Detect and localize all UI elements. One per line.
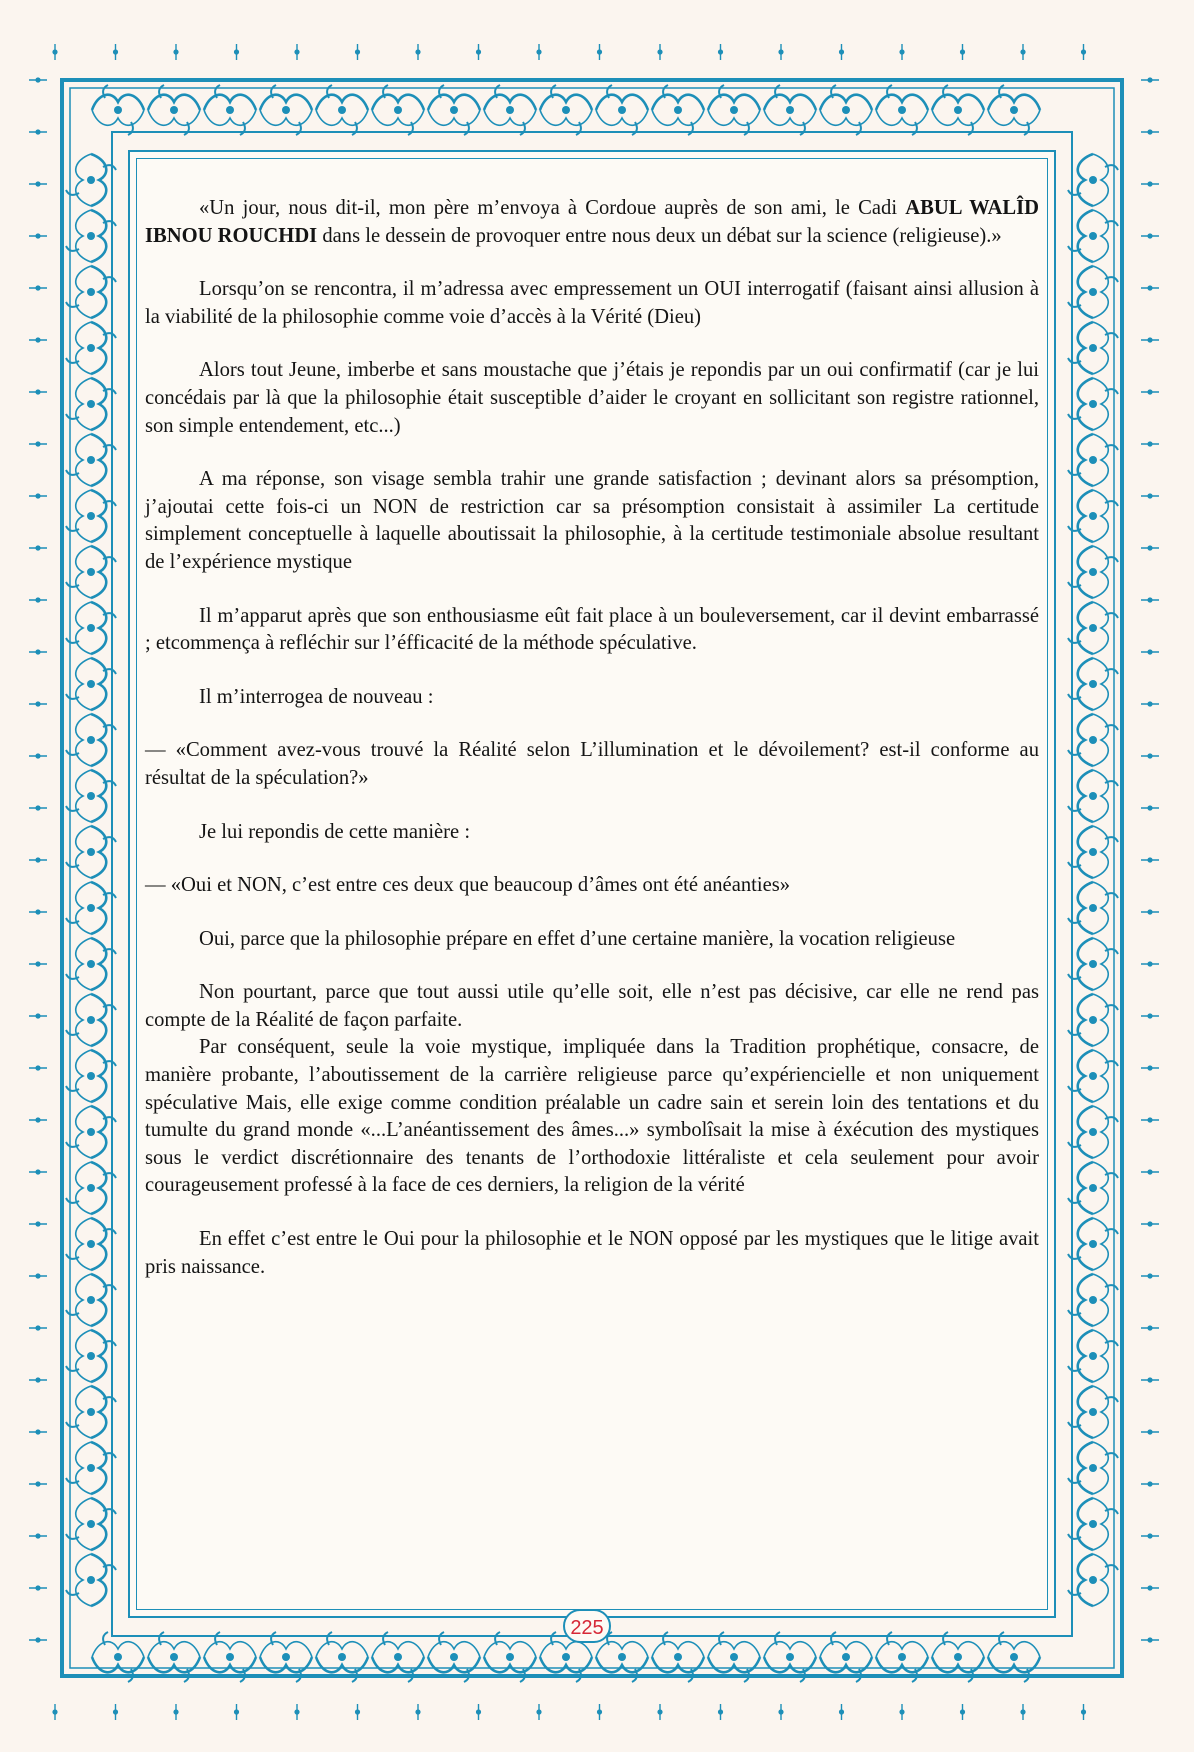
border-tick bbox=[234, 44, 239, 60]
border-tick bbox=[355, 1704, 360, 1720]
arabesque-motif bbox=[66, 546, 116, 598]
border-tick bbox=[1141, 285, 1159, 290]
arabesque-motif bbox=[66, 826, 116, 878]
arabesque-motif bbox=[988, 85, 1040, 135]
arabesque-motif bbox=[484, 85, 536, 135]
arabesque-motif bbox=[1068, 1554, 1118, 1606]
arabesque-motif bbox=[1068, 490, 1118, 542]
border-tick bbox=[355, 44, 360, 60]
arabesque-motif bbox=[1068, 154, 1118, 206]
border-tick bbox=[1081, 1704, 1086, 1720]
arabesque-motif bbox=[1068, 1498, 1118, 1550]
arabesque-motif bbox=[708, 85, 760, 135]
border-tick bbox=[1141, 1429, 1159, 1434]
border-tick bbox=[1141, 1377, 1159, 1382]
border-tick bbox=[1141, 1273, 1159, 1278]
border-tick bbox=[597, 1704, 602, 1720]
border-tick bbox=[29, 1221, 47, 1226]
border-tick bbox=[29, 1273, 47, 1278]
arabesque-motif bbox=[932, 85, 984, 135]
arabesque-motif bbox=[1068, 378, 1118, 430]
border-tick bbox=[1141, 129, 1159, 134]
border-tick bbox=[1141, 441, 1159, 446]
arabesque-motif bbox=[1068, 1442, 1118, 1494]
border-tick bbox=[960, 44, 965, 60]
border-tick bbox=[536, 44, 541, 60]
paragraph: Il m’interrogea de nouveau : bbox=[199, 685, 434, 708]
arabesque-motif bbox=[66, 490, 116, 542]
border-tick bbox=[1141, 389, 1159, 394]
arabesque-motif bbox=[66, 1442, 116, 1494]
border-tick bbox=[657, 1704, 662, 1720]
arabesque-motif bbox=[66, 434, 116, 486]
arabesque-motif bbox=[66, 602, 116, 654]
border-tick bbox=[29, 493, 47, 498]
border-tick bbox=[29, 701, 47, 706]
paragraph: Par conséquent, seule la voie mystique, impliquée dans la Tradition prophétique, consacre, de manière probante, l’aboutissement de la carrière religieuse parce qu’expériencielle et non uniquement spéculative Mais, elle exige comme condition préalable un cadre sain et serein loin des tentations et du tumulte du grand monde «...L’anéantissement des âmes...» symbolîsait la mise à éxécution des mystiques sous le verdict discrétionnaire des tenants de l’orthodoxie littéraliste et cela seulement pour avoir courageusement professé à la face de ces derniers, la religion de la vérité bbox=[145, 1036, 1039, 1197]
arabesque-motif bbox=[1068, 938, 1118, 990]
border-tick bbox=[899, 44, 904, 60]
arabesque-motif bbox=[1068, 210, 1118, 262]
arabesque-motif bbox=[1068, 1274, 1118, 1326]
border-tick bbox=[1141, 1117, 1159, 1122]
arabesque-motif bbox=[66, 1330, 116, 1382]
border-tick bbox=[1081, 44, 1086, 60]
arabesque-motif bbox=[1068, 1218, 1118, 1270]
border-tick bbox=[778, 1704, 783, 1720]
arabesque-motif bbox=[764, 85, 816, 135]
border-tick bbox=[415, 44, 420, 60]
border-tick bbox=[1141, 909, 1159, 914]
arabesque-motif bbox=[1068, 266, 1118, 318]
border-tick bbox=[29, 1585, 47, 1590]
border-tick bbox=[839, 44, 844, 60]
border-tick bbox=[1141, 805, 1159, 810]
arabesque-motif bbox=[1068, 1050, 1118, 1102]
border-tick bbox=[536, 1704, 541, 1720]
border-tick bbox=[1141, 493, 1159, 498]
border-tick bbox=[29, 1117, 47, 1122]
paragraph: A ma réponse, son visage sembla trahir une grande satisfaction ; devinant alors sa présomption, j’ajoutai cette fois-ci un NON de restriction car sa présomption consistait à assimiler La certitude simplement conceptuelle à laquelle aboutissait la philosophie, à la certitude testimoniale absolue resultant de l’expérience mystique bbox=[145, 468, 1039, 573]
border-tick bbox=[1141, 1325, 1159, 1330]
arabesque-motif bbox=[66, 210, 116, 262]
border-tick bbox=[597, 44, 602, 60]
border-tick bbox=[29, 1377, 47, 1382]
arabesque-motif bbox=[1068, 1386, 1118, 1438]
paragraph: Oui, parce que la philosophie prépare en effet d’une certaine manière, la vocation religieuse bbox=[199, 927, 956, 950]
arabesque-motif bbox=[820, 85, 872, 135]
body-text bbox=[145, 195, 1039, 1307]
border-tick bbox=[415, 1704, 420, 1720]
page-number: 225 bbox=[563, 1609, 611, 1643]
arabesque-motif bbox=[1068, 434, 1118, 486]
arabesque-motif bbox=[1068, 714, 1118, 766]
arabesque-motif bbox=[596, 85, 648, 135]
border-tick bbox=[294, 1704, 299, 1720]
arabesque-motif bbox=[66, 1050, 116, 1102]
arabesque-motif bbox=[66, 1162, 116, 1214]
paragraph: En effet c’est entre le Oui pour la philosophie et le NON opposé par les mystiques que le litige avait pris naissance. bbox=[145, 1228, 1039, 1278]
arabesque-motif bbox=[1068, 826, 1118, 878]
border-tick bbox=[29, 961, 47, 966]
border-tick bbox=[1141, 1585, 1159, 1590]
border-tick bbox=[29, 1637, 47, 1642]
border-tick bbox=[1141, 1637, 1159, 1642]
border-tick bbox=[1141, 337, 1159, 342]
border-tick bbox=[1020, 1704, 1025, 1720]
paragraph: Je lui repondis de cette manière : bbox=[199, 820, 471, 843]
arabesque-motif bbox=[428, 85, 480, 135]
border-tick bbox=[294, 44, 299, 60]
border-tick bbox=[1141, 961, 1159, 966]
dialogue-line: — «Comment avez-vous trouvé la Réalité selon L’illumination et le dévoilement? est-il conforme au résultat de la spéculation?» bbox=[145, 739, 1039, 789]
border-tick bbox=[899, 1704, 904, 1720]
border-tick bbox=[29, 805, 47, 810]
border-tick bbox=[29, 1429, 47, 1434]
border-tick bbox=[29, 181, 47, 186]
border-tick bbox=[29, 649, 47, 654]
border-tick bbox=[29, 1169, 47, 1174]
border-tick bbox=[29, 545, 47, 550]
border-tick bbox=[476, 1704, 481, 1720]
border-tick bbox=[657, 44, 662, 60]
border-tick bbox=[113, 44, 118, 60]
border-tick bbox=[29, 77, 47, 82]
paragraph: Alors tout Jeune, imberbe et sans moustache que j’étais je repondis par un oui confirmatif (car je lui concédais par là que la philosophie était susceptible d’aider le croyant en sollicitant son registre rationnel, son simple entendement, etc...) bbox=[145, 359, 1039, 437]
arabesque-motif bbox=[66, 266, 116, 318]
arabesque-motif bbox=[1068, 1162, 1118, 1214]
arabesque-motif bbox=[66, 770, 116, 822]
border-tick bbox=[29, 1533, 47, 1538]
border-tick bbox=[1141, 77, 1159, 82]
border-tick bbox=[1141, 233, 1159, 238]
border-tick bbox=[29, 337, 47, 342]
border-tick bbox=[234, 1704, 239, 1720]
arabesque-motif bbox=[66, 1218, 116, 1270]
border-tick bbox=[1141, 857, 1159, 862]
border-tick bbox=[52, 44, 57, 60]
border-tick bbox=[1020, 44, 1025, 60]
arabesque-motif bbox=[204, 85, 256, 135]
border-tick bbox=[1141, 1481, 1159, 1486]
border-tick bbox=[29, 1481, 47, 1486]
border-tick bbox=[476, 44, 481, 60]
border-tick bbox=[29, 1325, 47, 1330]
border-tick bbox=[1141, 1221, 1159, 1226]
border-tick bbox=[29, 389, 47, 394]
arabesque-motif bbox=[66, 994, 116, 1046]
border-tick bbox=[29, 597, 47, 602]
arabesque-motif bbox=[66, 154, 116, 206]
border-tick bbox=[1141, 545, 1159, 550]
arabesque-motif bbox=[372, 85, 424, 135]
arabesque-motif bbox=[66, 1106, 116, 1158]
arabesque-motif bbox=[66, 938, 116, 990]
border-tick bbox=[29, 909, 47, 914]
border-tick bbox=[1141, 649, 1159, 654]
border-tick bbox=[29, 129, 47, 134]
border-tick bbox=[778, 44, 783, 60]
arabesque-motif bbox=[66, 1498, 116, 1550]
arabesque-motif bbox=[92, 85, 144, 135]
border-tick bbox=[29, 857, 47, 862]
border-tick bbox=[1141, 1169, 1159, 1174]
arabesque-motif bbox=[876, 85, 928, 135]
arabesque-motif bbox=[316, 85, 368, 135]
border-tick bbox=[718, 1704, 723, 1720]
arabesque-motif bbox=[1068, 658, 1118, 710]
arabesque-motif bbox=[540, 85, 592, 135]
arabesque-motif bbox=[66, 714, 116, 766]
border-tick bbox=[1141, 1533, 1159, 1538]
arabesque-motif bbox=[66, 322, 116, 374]
arabesque-motif bbox=[260, 85, 312, 135]
border-tick bbox=[173, 1704, 178, 1720]
border-tick bbox=[29, 1013, 47, 1018]
border-tick bbox=[113, 1704, 118, 1720]
arabesque-motif bbox=[1068, 322, 1118, 374]
border-tick bbox=[29, 1065, 47, 1070]
arabesque-motif bbox=[66, 1554, 116, 1606]
arabesque-motif bbox=[652, 85, 704, 135]
border-tick bbox=[52, 1704, 57, 1720]
arabesque-motif bbox=[1068, 882, 1118, 934]
arabesque-motif bbox=[1068, 770, 1118, 822]
paragraph: Non pourtant, parce que tout aussi utile qu’elle soit, elle n’est pas décisive, car elle ne rend pas compte de la Réalité de façon parfaite. bbox=[145, 981, 1039, 1031]
paragraph: Lorsqu’on se rencontra, il m’adressa avec empressement un OUI interrogatif (faisant ainsi allusion à la viabilité de la philosophie comme voie d’accès à la Vérité (Dieu) bbox=[145, 278, 1039, 328]
arabesque-motif bbox=[66, 378, 116, 430]
border-tick bbox=[1141, 701, 1159, 706]
paragraph: «Un jour, nous dit-il, mon père m’envoya à Cordoue auprès de son ami, le Cadi ABUL WALÎD IBNOU ROUCHDI dans le dessein de provoquer entre nous deux un débat sur la science (religieuse).» bbox=[145, 197, 1039, 247]
border-tick bbox=[29, 285, 47, 290]
border-tick bbox=[1141, 753, 1159, 758]
border-tick bbox=[839, 1704, 844, 1720]
border-tick bbox=[173, 44, 178, 60]
arabesque-motif bbox=[1068, 1106, 1118, 1158]
border-tick bbox=[1141, 1013, 1159, 1018]
border-tick bbox=[960, 1704, 965, 1720]
border-tick bbox=[29, 753, 47, 758]
arabesque-motif bbox=[1068, 1330, 1118, 1382]
arabesque-motif bbox=[148, 85, 200, 135]
arabesque-motif bbox=[1068, 994, 1118, 1046]
border-tick bbox=[29, 233, 47, 238]
border-tick bbox=[1141, 597, 1159, 602]
border-tick bbox=[29, 441, 47, 446]
arabesque-motif bbox=[66, 882, 116, 934]
arabesque-motif bbox=[66, 658, 116, 710]
border-tick bbox=[1141, 181, 1159, 186]
border-tick bbox=[1141, 1065, 1159, 1070]
dialogue-line: — «Oui et NON, c’est entre ces deux que beaucoup d’âmes ont été anéanties» bbox=[145, 874, 791, 897]
border-tick bbox=[718, 44, 723, 60]
arabesque-motif bbox=[1068, 602, 1118, 654]
paragraph: Il m’apparut après que son enthousiasme eût fait place à un bouleversement, car il devint embarrassé ; etcommença à refléchir sur l’éfficacité de la méthode spéculative. bbox=[145, 604, 1039, 655]
arabesque-motif bbox=[1068, 546, 1118, 598]
arabesque-motif bbox=[66, 1386, 116, 1438]
arabesque-motif bbox=[66, 1274, 116, 1326]
